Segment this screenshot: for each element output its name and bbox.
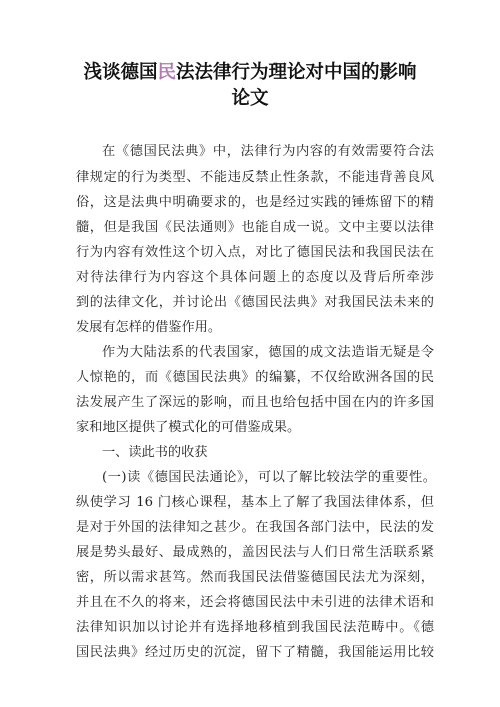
paragraph-3-line-3: 是对于外国的法律知之甚少。在我国各部门法中，民法的发 <box>76 520 434 535</box>
title-part-1: 浅谈德国 <box>83 62 158 83</box>
paragraph-3-line-6: 并且在不久的将来，还会将德国民法中未引进的法律术语和 <box>76 595 434 610</box>
paragraph-3-line-4: 展是势头最好、最成熟的，盖因民法与人们日常生活联系紧 <box>76 545 434 560</box>
paragraph-3-line-1: (一)读《德国民法通论》，可以了解比较法学的重要性。 <box>102 470 436 485</box>
title-part-2: 法法律行为理论对中国的影响 <box>176 62 417 83</box>
paragraph-2-line-4: 家和地区提供了模式化的可借鉴成果。 <box>76 420 301 435</box>
paragraph-1-line-2: 律规定的行为类型、不能违反禁止性条款，不能违背善良风 <box>76 170 434 185</box>
paragraph-1-line-7: 到的法律文化，并讨论出《德国民法典》对我国民法未来的 <box>76 295 434 310</box>
title-highlight: 民 <box>157 62 176 83</box>
paragraph-1-line-5: 行为内容有效性这个切入点，对比了德国民法和我国民法在 <box>76 245 434 260</box>
paragraph-1-line-6: 对待法律行为内容这个具体问题上的态度以及背后所牵涉 <box>76 270 434 285</box>
document-title-line-2: 论文 <box>231 88 269 109</box>
paragraph-3-line-8: 国民法典》经过历史的沉淀，留下了精髓，我国能运用比较 <box>76 645 434 660</box>
paragraph-2-line-3: 法发展产生了深远的影响，而且也给包括中国在内的许多国 <box>76 395 434 410</box>
paragraph-1-line-8: 发展有怎样的借鉴作用。 <box>76 320 222 335</box>
paragraph-3-line-5: 密，所以需求甚笃。然而我国民法借鉴德国民法尤为深刻， <box>76 570 434 585</box>
paragraph-2-line-2: 人惊艳的，而《德国民法典》的编纂，不仅给欧洲各国的民 <box>76 370 434 385</box>
paragraph-1-line-1: 在《德国民法典》中，法律行为内容的有效需要符合法 <box>102 144 434 159</box>
paragraph-2-line-1: 作为大陆法系的代表国家，德国的成文法造诣无疑是令 <box>102 345 434 360</box>
document-title <box>60 60 440 86</box>
paragraph-3-line-2: 纵使学习 16 门核心课程，基本上了解了我国法律体系，但 <box>76 495 434 510</box>
section-heading-1: 一、读此书的收获 <box>102 445 208 460</box>
paragraph-1-line-4: 髓，但是我国《民法通则》也能自成一说。文中主要以法律 <box>76 220 434 235</box>
paragraph-3-line-7: 法律知识加以讨论并有选择地移植到我国民法范畴中。《德 <box>76 620 434 635</box>
paragraph-1-line-3: 俗，这是法典中明确要求的，也是经过实践的锤炼留下的精 <box>76 195 434 210</box>
